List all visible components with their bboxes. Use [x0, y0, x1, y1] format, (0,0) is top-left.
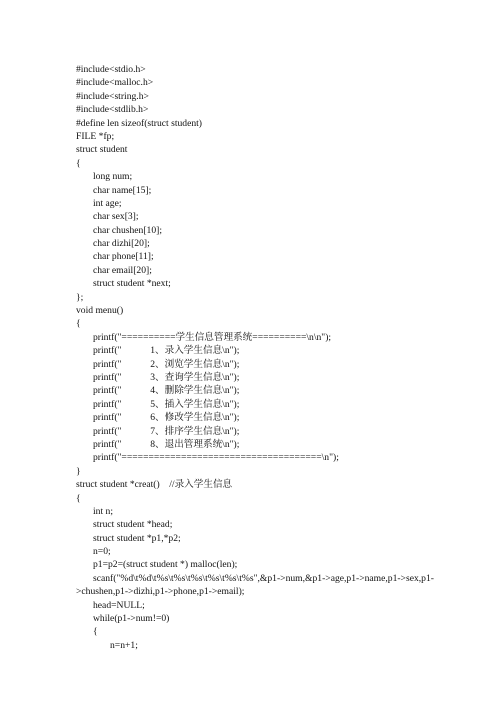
code-line: scanf("%d\t%d\t%s\t%s\t%s\t%s\t%s\t%s",&p1->num,&p1->age,p1->name,p1->sex,p1-: [93, 572, 434, 584]
code-line: FILE *fp;: [76, 130, 115, 142]
code-line: {: [76, 157, 81, 169]
code-line: int age;: [93, 197, 122, 209]
code-line: printf(" 7、排序学生信息\n");: [93, 425, 240, 437]
code-line: p1=p2=(struct student *) malloc(len);: [93, 559, 238, 571]
code-line: struct student *p1,*p2;: [93, 532, 181, 544]
code-line: {: [76, 318, 81, 330]
code-line: char name[15];: [93, 184, 152, 196]
code-line: while(p1->num!=0): [93, 613, 170, 625]
code-line: >chushen,p1->dizhi,p1->phone,p1->email);: [76, 586, 245, 598]
code-line: printf("=====================================\n");: [93, 452, 339, 464]
code-line: printf(" 6、修改学生信息\n");: [93, 412, 240, 424]
code-line: char sex[3];: [93, 211, 139, 223]
code-line: }: [76, 465, 81, 477]
code-line: long num;: [93, 171, 133, 183]
code-line: struct student: [76, 144, 128, 156]
code-line: printf(" 3、查询学生信息\n");: [93, 371, 240, 383]
code-line: char email[20];: [93, 264, 152, 276]
code-line: void menu(): [76, 305, 124, 317]
code-line: char dizhi[20];: [93, 238, 150, 250]
code-line: printf(" 1、录入学生信息\n");: [93, 345, 240, 357]
code-line: struct student *head;: [93, 519, 173, 531]
code-line: printf(" 8、退出管理系统\n");: [93, 438, 240, 450]
code-line: #define len sizeof(struct student): [76, 117, 203, 129]
code-line: n=n+1;: [110, 639, 138, 651]
code-line: #include<string.h>: [76, 90, 149, 102]
code-line: };: [76, 291, 84, 303]
code-line: char chushen[10];: [93, 224, 162, 236]
code-line: {: [76, 492, 81, 504]
code-line: char phone[11];: [93, 251, 154, 263]
code-line: printf("==========学生信息管理系统==========\n\n");: [93, 331, 332, 343]
code-line: {: [93, 626, 98, 638]
code-line: int n;: [93, 505, 113, 517]
code-line: printf(" 5、插入学生信息\n");: [93, 398, 240, 410]
code-line: struct student *next;: [93, 278, 171, 290]
code-line: #include<stdio.h>: [76, 64, 146, 75]
code-line: struct student *creat() //录入学生信息: [76, 479, 233, 491]
code-line: printf(" 2、浏览学生信息\n");: [93, 358, 240, 370]
code-line: #include<malloc.h>: [76, 77, 154, 89]
code-line: head=NULL;: [93, 599, 145, 611]
code-line: printf(" 4、删除学生信息\n");: [93, 385, 240, 397]
code-line: n=0;: [93, 546, 111, 558]
code-line: #include<stdlib.h>: [76, 104, 149, 116]
code-listing: [76, 63, 486, 652]
